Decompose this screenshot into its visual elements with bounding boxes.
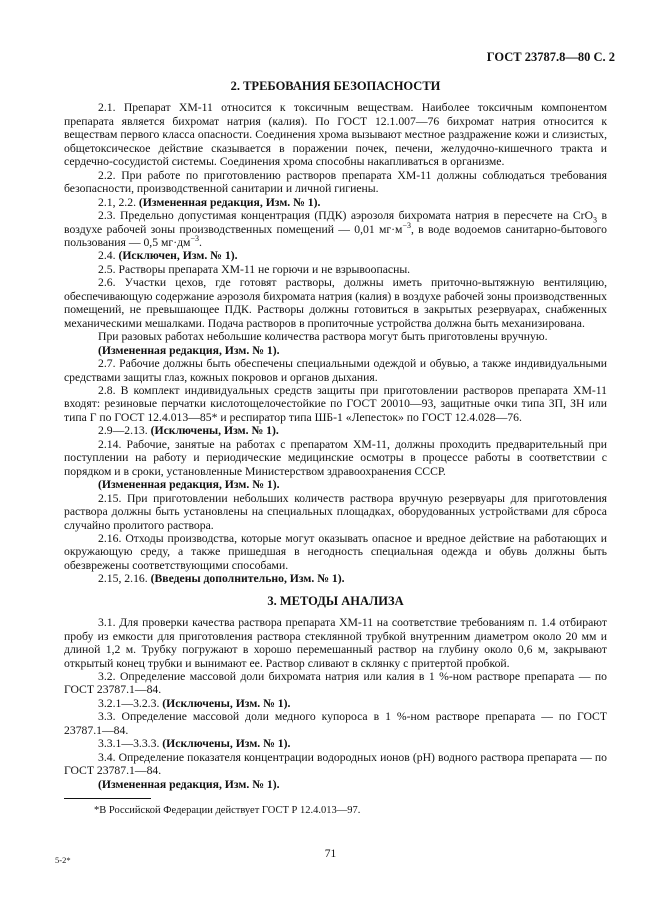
amendment-ref: 2.15, 2.16. [98,572,151,586]
amendment-note: (Исключены, Изм. № 1). [162,696,291,710]
section-2-title: 2. ТРЕБОВАНИЯ БЕЗОПАСНОСТИ [230,79,441,93]
footnote: *В Российской Федерации действует ГОСТ Р 12.4.013—97. [94,805,361,816]
section-3-title: 3. МЕТОДЫ АНАЛИЗА [267,593,404,608]
clause-2-3-text-d: . [198,235,202,249]
clause-2-1: 2.1. Препарат ХМ-11 относится к токсичным веществам. Наиболее токсичным компонентом препарата является бихромат натрия (калия). По ГОСТ 12.1.007—76 бихромат натрия относится к веществам первого класса опасности. Соединения хрома вызывают местное раздражение кожи и слизистых, общетоксическое действие сказывается в поражении почек, печени, желудочно-кишечного тракта и сердечно-сосудистой системы. Соединения хрома способны накапливаться в организме. [64,101,607,169]
amendment-ref: 3.2.1—3.2.3. [98,696,163,710]
clause-3-3-1-3-3-3 [64,737,607,750]
superscript-minus-3: −3 [190,234,199,244]
amendment-note: (Исключены, Изм. № 1). [162,737,291,751]
amendment-2-15-2-16 [64,572,607,585]
amendment-2-6: (Измененная редакция, Изм. № 1). [98,343,280,357]
clause-2-4 [64,249,607,262]
clause-2-6-extra: При разовых работах небольшие количества раствора могут быть приготовлены вручную. [98,330,548,344]
clause-3-2: 3.2. Определение массовой доли бихромата натрия или калия в 1 %-ном растворе препарата — по ГОСТ 23787.1—84. [64,670,607,697]
clause-2-2: 2.2. При работе по приготовлению растворов препарата ХМ-11 должны соблюдаться требования безопасности, производственной санитарии и личной гигиены. [64,168,607,196]
clause-2-8: 2.8. В комплект индивидуальных средств защиты при приготовлении растворов препарата ХМ-11 входят: резиновые перчатки кислотощелочестойкие по ГОСТ 20010—93, защитные очки типа ЗП, ЗН или типа Г по ГОСТ 12.4.013—85* и респиратор типа ШБ-1 «Лепесток» по ГОСТ 12.4.028—76. [64,383,607,424]
clause-3-2-1-3-2-3 [64,697,607,710]
clause-2-3-text-c: , в воде водоемов санитарно-бытового пользования — 0,5 мг·дм [64,222,607,249]
sheet-mark: 5-2* [55,855,71,865]
amendment-2-1-2-2 [64,196,607,209]
clause-2-3-text-b: в воздухе рабочей зоны производственных помещений — 0,01 мг·м [64,209,607,236]
document-body [64,80,607,791]
clause-2-15: 2.15. При приготовлении небольших количеств раствора вручную резервуары для приготовления раствора должны быть установлены на специальных площадках, оборудованных устройствами для сброса случайно пролитого раствора. [64,491,607,532]
clause-2-7: 2.7. Рабочие должны быть обеспечены специальными одеждой и обувью, а также индивидуальными средствами защиты глаз, кожных покровов и органов дыхания. [64,357,607,384]
footnote-divider [64,798,151,799]
amendment-ref: 3.3.1—3.3.3. [98,737,163,751]
amendment-note: (Введены дополнительно, Изм. № 1). [150,572,345,586]
amendment-2-14: (Измененная редакция, Изм. № 1). [98,478,280,492]
clause-2-16: 2.16. Отходы производства, которые могут оказывать опасное и вредное действие на работающих и окружающую среду, а также пришедшая в негодность специальная одежда и обувь должны быть обезврежены соответствующими способами. [64,531,607,572]
amendment-note: (Измененная редакция, Изм. № 1). [138,195,321,209]
amendment-ref: 2.1, 2.2. [98,195,139,209]
amendment-note: (Исключен, Изм. № 1). [118,249,238,263]
clause-2-5: 2.5. Растворы препарата ХМ-11 не горючи и не взрывоопасны. [98,262,411,276]
clause-3-3: 3.3. Определение массовой доли медного купороса в 1 %-ном растворе препарата — по ГОСТ 23787.1—84. [64,710,607,737]
clause-2-14: 2.14. Рабочие, занятые на работах с препаратом ХМ-11, должны проходить предварительный при поступлении на работу и периодические медицинские осмотры в процессе работы в соответствии с порядком и в сроки, установленные Министерством здравоохранения СССР. [64,437,607,478]
amendment-ref: 2.9—2.13. [98,424,151,438]
page-number: 71 [324,848,337,860]
amendment-note: (Исключены, Изм. № 1). [150,424,279,438]
clause-2-6: 2.6. Участки цехов, где готовят растворы, должны иметь приточно-вытяжную вентиляцию, обеспечивающую содержание аэрозоля бихромата натрия (калия) в воздухе рабочей зоны производственных помещений, не превышающее ПДК. Растворы должны готовиться в закрытых резервуарах, снабженных механическими мешалками. Подача растворов в пропиточные устройства должна быть механизирована. [64,276,607,330]
amendment-3-4: (Измененная редакция, Изм. № 1). [98,777,280,791]
superscript-minus-3: −3 [402,220,411,230]
clause-3-4: 3.4. Определение показателя концентрации водородных ионов (pH) водного раствора препарата — по ГОСТ 23787.1—84. [64,750,607,778]
subscript-3: 3 [593,215,598,225]
document-header: ГОСТ 23787.8—80 С. 2 [486,50,615,64]
clause-2-3 [64,209,607,249]
amendment-ref: 2.4. [98,249,119,263]
clause-3-1: 3.1. Для проверки качества раствора препарата ХМ-11 на соответствие требованиям п. 1.4 отбирают пробу из емкости для приготовления раствора стеклянной трубкой внутренним диаметром около 20 мм и длиной 1,2 м. Трубку погружают в хорошо перемешанный раствор на глубину около 0,6 м, закрывают открытый конец трубки и вынимают ее. Раствор сливают в склянку с притертой пробкой. [64,616,607,670]
clause-2-9-2-13 [64,424,607,437]
clause-2-3-text-a: 2.3. Предельно допустимая концентрация (ПДК) аэрозоля бихромата натрия в пересчете на CrO [98,209,594,223]
